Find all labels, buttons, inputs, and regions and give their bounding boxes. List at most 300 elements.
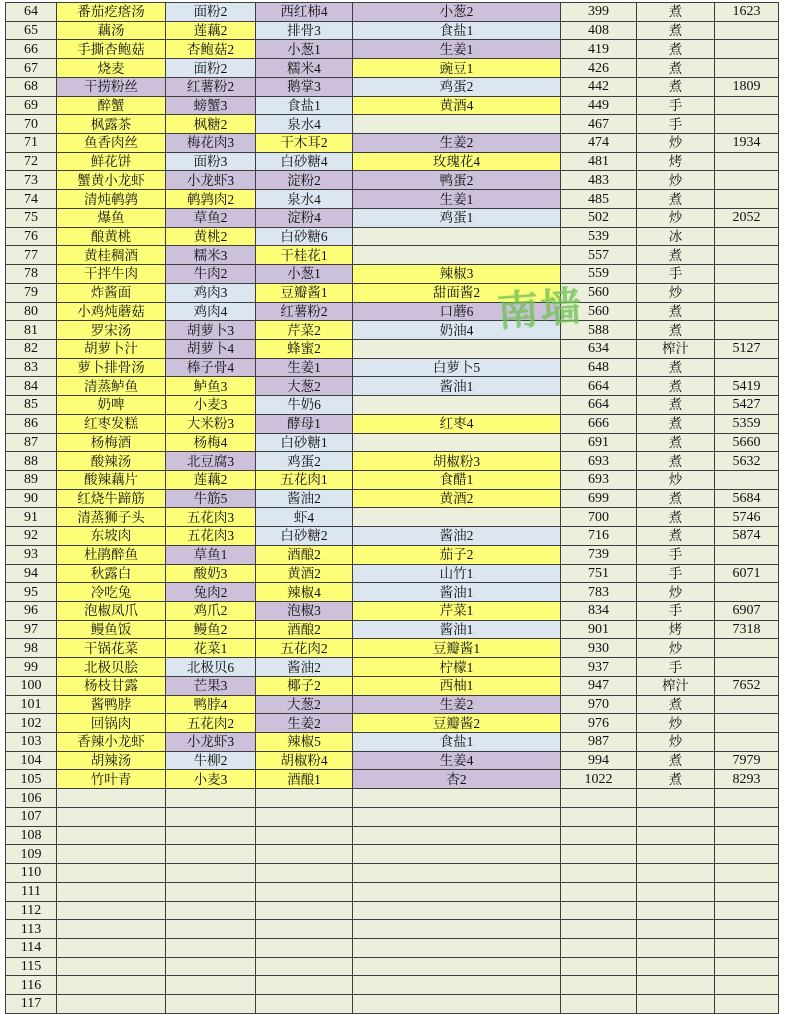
cell-row-number[interactable]: 113 (6, 920, 57, 939)
cell-row-number[interactable]: 91 (6, 508, 57, 527)
cell-ingredient-1[interactable]: 花菜1 (166, 639, 256, 658)
cell-method[interactable] (637, 938, 715, 957)
cell-score[interactable] (715, 845, 779, 864)
cell-dish[interactable] (57, 845, 166, 864)
cell-ingredient-1[interactable] (166, 826, 256, 845)
cell-ingredient-3[interactable]: 西柚1 (353, 676, 561, 695)
cell-score[interactable] (715, 658, 779, 677)
cell-price[interactable] (561, 845, 637, 864)
cell-price[interactable]: 691 (561, 433, 637, 452)
cell-ingredient-1[interactable]: 面粉2 (166, 59, 256, 78)
cell-row-number[interactable]: 75 (6, 208, 57, 227)
cell-row-number[interactable]: 107 (6, 807, 57, 826)
cell-dish[interactable]: 枫露茶 (57, 115, 166, 134)
cell-score[interactable]: 5127 (715, 339, 779, 358)
cell-dish[interactable]: 炸酱面 (57, 283, 166, 302)
cell-score[interactable] (715, 40, 779, 59)
cell-ingredient-3[interactable]: 胡椒粉3 (353, 452, 561, 471)
cell-row-number[interactable]: 69 (6, 96, 57, 115)
cell-ingredient-3[interactable]: 鸡蛋2 (353, 77, 561, 96)
cell-dish[interactable] (57, 882, 166, 901)
cell-ingredient-2[interactable]: 淀粉4 (256, 208, 353, 227)
cell-ingredient-2[interactable] (256, 920, 353, 939)
cell-dish[interactable]: 酸辣汤 (57, 452, 166, 471)
cell-price[interactable]: 751 (561, 564, 637, 583)
cell-dish[interactable] (57, 864, 166, 883)
cell-row-number[interactable]: 70 (6, 115, 57, 134)
cell-row-number[interactable]: 79 (6, 283, 57, 302)
cell-price[interactable]: 419 (561, 40, 637, 59)
cell-row-number[interactable]: 110 (6, 864, 57, 883)
cell-price[interactable] (561, 920, 637, 939)
cell-method[interactable]: 手 (637, 265, 715, 284)
cell-ingredient-1[interactable]: 胡萝卜4 (166, 339, 256, 358)
cell-score[interactable]: 5660 (715, 433, 779, 452)
cell-dish[interactable]: 清蒸鲈鱼 (57, 377, 166, 396)
cell-dish[interactable]: 胡萝卜汁 (57, 339, 166, 358)
cell-method[interactable]: 煮 (637, 321, 715, 340)
cell-method[interactable]: 煮 (637, 695, 715, 714)
cell-dish[interactable] (57, 789, 166, 808)
cell-dish[interactable]: 东坡肉 (57, 527, 166, 546)
cell-ingredient-2[interactable]: 白砂糖2 (256, 527, 353, 546)
cell-ingredient-1[interactable]: 面粉3 (166, 152, 256, 171)
cell-ingredient-1[interactable]: 酸奶3 (166, 564, 256, 583)
cell-ingredient-3[interactable]: 食醋1 (353, 470, 561, 489)
cell-ingredient-3[interactable]: 鸡蛋1 (353, 208, 561, 227)
cell-method[interactable]: 煮 (637, 21, 715, 40)
cell-method[interactable]: 煮 (637, 433, 715, 452)
cell-ingredient-3[interactable] (353, 115, 561, 134)
cell-row-number[interactable]: 65 (6, 21, 57, 40)
cell-row-number[interactable]: 92 (6, 527, 57, 546)
cell-row-number[interactable]: 77 (6, 246, 57, 265)
cell-row-number[interactable]: 87 (6, 433, 57, 452)
cell-ingredient-1[interactable]: 芒果3 (166, 676, 256, 695)
cell-score[interactable] (715, 695, 779, 714)
cell-price[interactable] (561, 789, 637, 808)
cell-ingredient-3[interactable]: 辣椒3 (353, 265, 561, 284)
cell-ingredient-3[interactable] (353, 339, 561, 358)
cell-ingredient-2[interactable]: 酒酿1 (256, 770, 353, 789)
cell-method[interactable] (637, 882, 715, 901)
cell-ingredient-1[interactable]: 棒子骨4 (166, 358, 256, 377)
cell-score[interactable]: 2052 (715, 208, 779, 227)
cell-ingredient-2[interactable]: 辣椒4 (256, 583, 353, 602)
cell-ingredient-1[interactable]: 北豆腐3 (166, 452, 256, 471)
cell-row-number[interactable]: 73 (6, 171, 57, 190)
cell-row-number[interactable]: 94 (6, 564, 57, 583)
cell-ingredient-1[interactable]: 鸭脖4 (166, 695, 256, 714)
cell-price[interactable]: 560 (561, 283, 637, 302)
cell-method[interactable] (637, 920, 715, 939)
cell-method[interactable]: 煮 (637, 396, 715, 415)
cell-method[interactable] (637, 807, 715, 826)
cell-price[interactable] (561, 957, 637, 976)
cell-ingredient-1[interactable] (166, 882, 256, 901)
cell-dish[interactable]: 杨枝甘露 (57, 676, 166, 695)
cell-price[interactable]: 485 (561, 190, 637, 209)
cell-dish[interactable]: 清炖鹌鹑 (57, 190, 166, 209)
cell-score[interactable] (715, 882, 779, 901)
cell-dish[interactable]: 手撕杏鲍菇 (57, 40, 166, 59)
cell-score[interactable] (715, 714, 779, 733)
cell-score[interactable] (715, 826, 779, 845)
cell-score[interactable] (715, 59, 779, 78)
cell-price[interactable]: 449 (561, 96, 637, 115)
cell-price[interactable]: 426 (561, 59, 637, 78)
cell-method[interactable]: 煮 (637, 508, 715, 527)
cell-ingredient-1[interactable]: 北极贝6 (166, 658, 256, 677)
cell-ingredient-1[interactable]: 兔肉2 (166, 583, 256, 602)
cell-ingredient-3[interactable]: 甜面酱2 (353, 283, 561, 302)
cell-score[interactable] (715, 920, 779, 939)
cell-dish[interactable]: 红烧牛蹄筋 (57, 489, 166, 508)
cell-ingredient-3[interactable] (353, 938, 561, 957)
cell-ingredient-3[interactable] (353, 882, 561, 901)
cell-ingredient-3[interactable]: 山竹1 (353, 564, 561, 583)
cell-price[interactable]: 930 (561, 639, 637, 658)
cell-ingredient-2[interactable]: 白砂糖4 (256, 152, 353, 171)
cell-ingredient-1[interactable]: 鸡肉4 (166, 302, 256, 321)
cell-ingredient-2[interactable]: 干桂花1 (256, 246, 353, 265)
cell-ingredient-2[interactable]: 酒酿2 (256, 620, 353, 639)
cell-ingredient-2[interactable] (256, 864, 353, 883)
cell-ingredient-2[interactable]: 牛奶6 (256, 396, 353, 415)
cell-score[interactable]: 1934 (715, 134, 779, 153)
cell-method[interactable]: 手 (637, 115, 715, 134)
cell-ingredient-3[interactable]: 芹菜1 (353, 602, 561, 621)
cell-ingredient-2[interactable]: 红薯粉2 (256, 302, 353, 321)
cell-price[interactable]: 783 (561, 583, 637, 602)
cell-price[interactable] (561, 938, 637, 957)
cell-ingredient-1[interactable]: 梅花肉3 (166, 134, 256, 153)
cell-ingredient-1[interactable]: 小麦3 (166, 396, 256, 415)
cell-price[interactable] (561, 976, 637, 995)
cell-row-number[interactable]: 90 (6, 489, 57, 508)
cell-ingredient-3[interactable]: 柠檬1 (353, 658, 561, 677)
cell-price[interactable]: 716 (561, 527, 637, 546)
cell-price[interactable]: 994 (561, 751, 637, 770)
cell-method[interactable]: 煮 (637, 3, 715, 22)
cell-ingredient-1[interactable]: 红薯粉2 (166, 77, 256, 96)
cell-ingredient-2[interactable]: 干木耳2 (256, 134, 353, 153)
cell-ingredient-3[interactable] (353, 246, 561, 265)
cell-method[interactable]: 煮 (637, 770, 715, 789)
cell-ingredient-3[interactable] (353, 901, 561, 920)
cell-dish[interactable]: 竹叶青 (57, 770, 166, 789)
cell-row-number[interactable]: 117 (6, 995, 57, 1014)
cell-price[interactable]: 666 (561, 414, 637, 433)
cell-ingredient-1[interactable]: 五花肉3 (166, 527, 256, 546)
cell-dish[interactable]: 泡椒凤爪 (57, 602, 166, 621)
cell-price[interactable]: 408 (561, 21, 637, 40)
cell-ingredient-1[interactable] (166, 864, 256, 883)
cell-price[interactable]: 483 (561, 171, 637, 190)
cell-price[interactable]: 634 (561, 339, 637, 358)
cell-price[interactable]: 937 (561, 658, 637, 677)
cell-score[interactable] (715, 321, 779, 340)
cell-dish[interactable] (57, 826, 166, 845)
cell-dish[interactable]: 藕汤 (57, 21, 166, 40)
cell-price[interactable]: 560 (561, 302, 637, 321)
cell-row-number[interactable]: 115 (6, 957, 57, 976)
cell-score[interactable] (715, 864, 779, 883)
cell-row-number[interactable]: 84 (6, 377, 57, 396)
cell-ingredient-3[interactable]: 小葱2 (353, 3, 561, 22)
cell-dish[interactable]: 干拌牛肉 (57, 265, 166, 284)
cell-score[interactable] (715, 171, 779, 190)
cell-dish[interactable]: 红枣发糕 (57, 414, 166, 433)
cell-method[interactable]: 煮 (637, 358, 715, 377)
cell-method[interactable] (637, 957, 715, 976)
cell-ingredient-2[interactable]: 大葱2 (256, 695, 353, 714)
cell-price[interactable]: 970 (561, 695, 637, 714)
cell-ingredient-1[interactable]: 面粉2 (166, 3, 256, 22)
cell-ingredient-2[interactable]: 鹅掌3 (256, 77, 353, 96)
cell-ingredient-3[interactable]: 酱油1 (353, 377, 561, 396)
cell-row-number[interactable]: 100 (6, 676, 57, 695)
cell-method[interactable] (637, 864, 715, 883)
cell-ingredient-2[interactable]: 豆瓣酱1 (256, 283, 353, 302)
cell-ingredient-2[interactable] (256, 807, 353, 826)
cell-row-number[interactable]: 89 (6, 470, 57, 489)
cell-row-number[interactable]: 105 (6, 770, 57, 789)
cell-price[interactable]: 442 (561, 77, 637, 96)
cell-ingredient-1[interactable]: 五花肉2 (166, 714, 256, 733)
cell-dish[interactable] (57, 901, 166, 920)
cell-dish[interactable]: 爆鱼 (57, 208, 166, 227)
cell-score[interactable]: 5746 (715, 508, 779, 527)
cell-row-number[interactable]: 111 (6, 882, 57, 901)
cell-ingredient-2[interactable]: 胡椒粉4 (256, 751, 353, 770)
cell-ingredient-2[interactable]: 酱油2 (256, 489, 353, 508)
cell-ingredient-3[interactable] (353, 789, 561, 808)
cell-dish[interactable]: 鳗鱼饭 (57, 620, 166, 639)
cell-price[interactable]: 947 (561, 676, 637, 695)
cell-ingredient-2[interactable]: 五花肉1 (256, 470, 353, 489)
cell-score[interactable] (715, 115, 779, 134)
cell-row-number[interactable]: 101 (6, 695, 57, 714)
cell-price[interactable]: 559 (561, 265, 637, 284)
cell-price[interactable]: 901 (561, 620, 637, 639)
cell-ingredient-3[interactable]: 口蘑6 (353, 302, 561, 321)
cell-ingredient-1[interactable]: 草鱼2 (166, 208, 256, 227)
cell-dish[interactable]: 清蒸狮子头 (57, 508, 166, 527)
cell-price[interactable]: 699 (561, 489, 637, 508)
cell-ingredient-1[interactable]: 牛肉2 (166, 265, 256, 284)
cell-dish[interactable]: 小鸡炖蘑菇 (57, 302, 166, 321)
cell-row-number[interactable]: 112 (6, 901, 57, 920)
cell-row-number[interactable]: 81 (6, 321, 57, 340)
cell-ingredient-1[interactable]: 杏鲍菇2 (166, 40, 256, 59)
cell-method[interactable]: 煮 (637, 190, 715, 209)
cell-ingredient-3[interactable]: 红枣4 (353, 414, 561, 433)
cell-method[interactable]: 煮 (637, 751, 715, 770)
cell-method[interactable]: 手 (637, 96, 715, 115)
cell-method[interactable]: 烤 (637, 152, 715, 171)
cell-method[interactable]: 煮 (637, 59, 715, 78)
cell-ingredient-3[interactable] (353, 920, 561, 939)
cell-price[interactable]: 467 (561, 115, 637, 134)
cell-method[interactable]: 炒 (637, 470, 715, 489)
cell-row-number[interactable]: 88 (6, 452, 57, 471)
cell-ingredient-2[interactable]: 泉水4 (256, 115, 353, 134)
cell-dish[interactable]: 酸辣藕片 (57, 470, 166, 489)
cell-price[interactable]: 739 (561, 545, 637, 564)
cell-ingredient-1[interactable]: 螃蟹3 (166, 96, 256, 115)
cell-method[interactable]: 炒 (637, 714, 715, 733)
cell-price[interactable] (561, 826, 637, 845)
cell-dish[interactable]: 干捞粉丝 (57, 77, 166, 96)
cell-ingredient-1[interactable]: 枫糖2 (166, 115, 256, 134)
cell-score[interactable]: 5874 (715, 527, 779, 546)
cell-score[interactable] (715, 227, 779, 246)
cell-method[interactable]: 炒 (637, 208, 715, 227)
cell-ingredient-1[interactable]: 黄桃2 (166, 227, 256, 246)
cell-dish[interactable] (57, 807, 166, 826)
cell-score[interactable] (715, 246, 779, 265)
cell-price[interactable]: 557 (561, 246, 637, 265)
cell-ingredient-3[interactable]: 豆瓣酱2 (353, 714, 561, 733)
cell-price[interactable] (561, 807, 637, 826)
cell-row-number[interactable]: 95 (6, 583, 57, 602)
cell-dish[interactable]: 蟹黄小龙虾 (57, 171, 166, 190)
cell-ingredient-1[interactable] (166, 901, 256, 920)
cell-score[interactable]: 5632 (715, 452, 779, 471)
cell-method[interactable]: 烤 (637, 620, 715, 639)
cell-dish[interactable]: 番茄疙瘩汤 (57, 3, 166, 22)
cell-row-number[interactable]: 108 (6, 826, 57, 845)
cell-method[interactable] (637, 789, 715, 808)
cell-ingredient-1[interactable] (166, 845, 256, 864)
cell-ingredient-3[interactable]: 玫瑰花4 (353, 152, 561, 171)
cell-ingredient-1[interactable]: 鸡爪2 (166, 602, 256, 621)
cell-ingredient-3[interactable] (353, 845, 561, 864)
cell-row-number[interactable]: 67 (6, 59, 57, 78)
cell-score[interactable] (715, 545, 779, 564)
cell-score[interactable] (715, 957, 779, 976)
cell-dish[interactable]: 回锅肉 (57, 714, 166, 733)
cell-ingredient-2[interactable]: 生姜1 (256, 358, 353, 377)
cell-ingredient-3[interactable]: 生姜1 (353, 190, 561, 209)
cell-method[interactable]: 手 (637, 545, 715, 564)
cell-dish[interactable] (57, 920, 166, 939)
cell-score[interactable] (715, 639, 779, 658)
cell-price[interactable]: 664 (561, 377, 637, 396)
cell-ingredient-2[interactable] (256, 882, 353, 901)
cell-ingredient-2[interactable]: 五花肉2 (256, 639, 353, 658)
cell-dish[interactable]: 酿黄桃 (57, 227, 166, 246)
cell-row-number[interactable]: 71 (6, 134, 57, 153)
cell-score[interactable]: 8293 (715, 770, 779, 789)
cell-score[interactable]: 1623 (715, 3, 779, 22)
cell-ingredient-3[interactable]: 奶油4 (353, 321, 561, 340)
cell-price[interactable]: 502 (561, 208, 637, 227)
cell-price[interactable]: 987 (561, 733, 637, 752)
cell-row-number[interactable]: 66 (6, 40, 57, 59)
cell-row-number[interactable]: 106 (6, 789, 57, 808)
cell-row-number[interactable]: 83 (6, 358, 57, 377)
cell-ingredient-1[interactable] (166, 920, 256, 939)
cell-ingredient-2[interactable]: 酱油2 (256, 658, 353, 677)
cell-method[interactable]: 炒 (637, 639, 715, 658)
cell-dish[interactable]: 冷吃兔 (57, 583, 166, 602)
cell-ingredient-3[interactable]: 茄子2 (353, 545, 561, 564)
cell-ingredient-1[interactable]: 五花肉3 (166, 508, 256, 527)
cell-row-number[interactable]: 103 (6, 733, 57, 752)
cell-ingredient-1[interactable]: 鸡肉3 (166, 283, 256, 302)
cell-dish[interactable]: 鱼香肉丝 (57, 134, 166, 153)
cell-ingredient-3[interactable]: 酱油2 (353, 527, 561, 546)
cell-ingredient-1[interactable]: 小龙虾3 (166, 171, 256, 190)
cell-price[interactable] (561, 901, 637, 920)
cell-ingredient-3[interactable]: 生姜2 (353, 134, 561, 153)
cell-row-number[interactable]: 96 (6, 602, 57, 621)
cell-score[interactable] (715, 583, 779, 602)
cell-dish[interactable] (57, 938, 166, 957)
cell-ingredient-3[interactable]: 酱油1 (353, 583, 561, 602)
cell-ingredient-3[interactable]: 食盐1 (353, 733, 561, 752)
cell-dish[interactable]: 干锅花菜 (57, 639, 166, 658)
cell-score[interactable]: 5419 (715, 377, 779, 396)
cell-dish[interactable]: 奶啤 (57, 396, 166, 415)
cell-ingredient-1[interactable]: 鳗鱼2 (166, 620, 256, 639)
cell-price[interactable]: 1022 (561, 770, 637, 789)
cell-method[interactable]: 炒 (637, 283, 715, 302)
cell-dish[interactable] (57, 957, 166, 976)
cell-ingredient-1[interactable] (166, 957, 256, 976)
cell-price[interactable] (561, 882, 637, 901)
cell-ingredient-2[interactable]: 酒酿2 (256, 545, 353, 564)
cell-ingredient-3[interactable]: 杏2 (353, 770, 561, 789)
cell-dish[interactable] (57, 976, 166, 995)
cell-ingredient-3[interactable] (353, 957, 561, 976)
cell-score[interactable]: 7318 (715, 620, 779, 639)
cell-method[interactable]: 煮 (637, 40, 715, 59)
cell-ingredient-3[interactable] (353, 976, 561, 995)
cell-ingredient-1[interactable]: 小麦3 (166, 770, 256, 789)
cell-dish[interactable]: 酱鸭脖 (57, 695, 166, 714)
cell-ingredient-1[interactable]: 牛柳2 (166, 751, 256, 770)
cell-dish[interactable]: 烧麦 (57, 59, 166, 78)
cell-row-number[interactable]: 78 (6, 265, 57, 284)
cell-ingredient-2[interactable]: 酵母1 (256, 414, 353, 433)
cell-method[interactable]: 手 (637, 658, 715, 677)
cell-ingredient-2[interactable]: 芹菜2 (256, 321, 353, 340)
cell-dish[interactable]: 萝卜排骨汤 (57, 358, 166, 377)
cell-price[interactable] (561, 864, 637, 883)
cell-row-number[interactable]: 76 (6, 227, 57, 246)
cell-ingredient-1[interactable]: 鹌鹑肉2 (166, 190, 256, 209)
cell-ingredient-2[interactable] (256, 845, 353, 864)
cell-method[interactable]: 炒 (637, 134, 715, 153)
cell-score[interactable]: 7979 (715, 751, 779, 770)
cell-row-number[interactable]: 86 (6, 414, 57, 433)
cell-ingredient-1[interactable] (166, 789, 256, 808)
cell-row-number[interactable]: 102 (6, 714, 57, 733)
cell-score[interactable] (715, 789, 779, 808)
cell-row-number[interactable]: 68 (6, 77, 57, 96)
cell-ingredient-2[interactable]: 小葱1 (256, 265, 353, 284)
cell-price[interactable]: 693 (561, 452, 637, 471)
cell-row-number[interactable]: 99 (6, 658, 57, 677)
cell-ingredient-1[interactable]: 胡萝卜3 (166, 321, 256, 340)
cell-ingredient-3[interactable]: 食盐1 (353, 21, 561, 40)
cell-row-number[interactable]: 85 (6, 396, 57, 415)
cell-ingredient-3[interactable] (353, 826, 561, 845)
cell-price[interactable]: 693 (561, 470, 637, 489)
